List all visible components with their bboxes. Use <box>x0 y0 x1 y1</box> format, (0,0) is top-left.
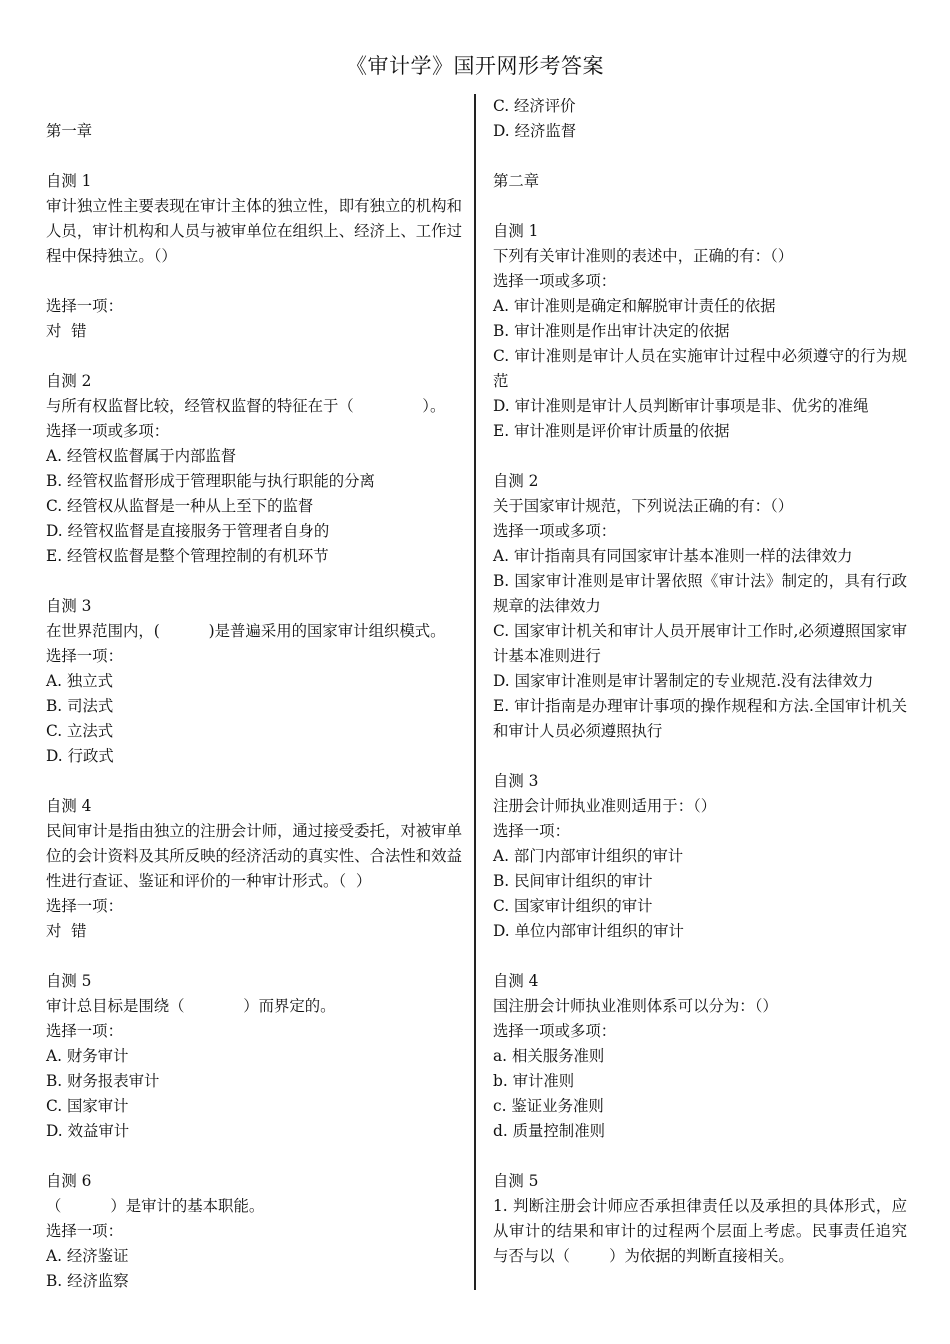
option: D. 行政式 <box>46 747 114 765</box>
question-4 <box>493 969 907 1144</box>
right-column <box>493 94 907 1269</box>
option: C. 国家审计机关和审计人员开展审计工作时,必须遵照国家审计基本准则进行 <box>493 622 907 665</box>
option: B. 财务报表审计 <box>46 1072 160 1090</box>
option: D. 审计准则是审计人员判断审计事项是非、优劣的准绳 <box>493 397 869 415</box>
question-text: （ ）是审计的基本职能。 <box>46 1197 265 1215</box>
option: E. 审计准则是评价审计质量的依据 <box>493 422 730 440</box>
question-3 <box>46 594 462 769</box>
option: B. 国家审计准则是审计署依照《审计法》制定的，具有行政规章的法律效力 <box>493 572 907 615</box>
question-prompt: 选择一项或多项： <box>493 272 617 290</box>
chapter-heading: 第一章 <box>46 122 93 140</box>
question-2 <box>493 469 907 744</box>
chapter-heading: 第二章 <box>493 172 540 190</box>
question-label: 自测 6 <box>46 1172 92 1190</box>
question-6 <box>46 1169 462 1294</box>
option: E. 经管权监督是整个管理控制的有机环节 <box>46 547 329 565</box>
option: C. 国家审计组织的审计 <box>493 897 653 915</box>
question-1 <box>46 169 462 344</box>
question-prompt: 选择一项： <box>493 822 570 840</box>
question-text: 关于国家审计规范，下列说法正确的有：（） <box>493 497 794 515</box>
question-label: 自测 2 <box>493 472 539 490</box>
question-4 <box>46 794 462 944</box>
document-title: 《审计学》国开网形考答案 <box>346 54 604 78</box>
option: A. 独立式 <box>46 672 114 690</box>
question-text: 与所有权监督比较，经管权监督的特征在于（ ）。 <box>46 397 446 415</box>
option: A. 审计指南具有同国家审计基本准则一样的法律效力 <box>493 547 853 565</box>
option: A. 经济鉴证 <box>46 1247 129 1265</box>
option: d. 质量控制准则 <box>493 1122 605 1140</box>
option: c. 鉴证业务准则 <box>493 1097 604 1115</box>
option: C. 审计准则是审计人员在实施审计过程中必须遵守的行为规范 <box>493 347 907 390</box>
question-label: 自测 2 <box>46 372 92 390</box>
left-column <box>46 94 462 1294</box>
question-label: 自测 5 <box>46 972 92 990</box>
question-6-continued <box>493 94 907 144</box>
option: C. 立法式 <box>46 722 114 740</box>
option: b. 审计准则 <box>493 1072 575 1090</box>
option: B. 民间审计组织的审计 <box>493 872 653 890</box>
option: D. 经管权监督是直接服务于管理者自身的 <box>46 522 330 540</box>
option: E. 审计指南是办理审计事项的操作规程和方法.全国审计机关和审计人员必须遵照执行 <box>493 697 907 740</box>
question-5 <box>46 969 462 1144</box>
option: C. 经管权从监督是一种从上至下的监督 <box>46 497 314 515</box>
question-prompt: 选择一项或多项： <box>493 1022 617 1040</box>
question-text: 国注册会计师执业准则体系可以分为：（） <box>493 997 778 1015</box>
question-text: 注册会计师执业准则适用于：（） <box>493 797 717 815</box>
option: D. 单位内部审计组织的审计 <box>493 922 684 940</box>
question-prompt: 选择一项： <box>46 1022 123 1040</box>
question-label: 自测 3 <box>493 772 539 790</box>
question-text: 1. 判断注册会计师应否承担律责任以及承担的具体形式，应从审计的结果和审计的过程两个层面上考虑。民事责任追究与否与以（ ）为依据的判断直接相关。 <box>493 1197 907 1265</box>
option: B. 经管权监督形成于管理职能与执行职能的分离 <box>46 472 375 490</box>
option: D. 经济监督 <box>493 122 577 140</box>
question-label: 自测 4 <box>493 972 539 990</box>
question-3 <box>493 769 907 944</box>
column-divider <box>474 94 476 1290</box>
option: B. 经济监察 <box>46 1272 129 1290</box>
option: A. 经管权监督属于内部监督 <box>46 447 237 465</box>
option: D. 效益审计 <box>46 1122 130 1140</box>
option: A. 部门内部审计组织的审计 <box>493 847 684 865</box>
question-1 <box>493 219 907 444</box>
question-text: 审计总目标是围绕（ ）而界定的。 <box>46 997 336 1015</box>
question-label: 自测 3 <box>46 597 92 615</box>
question-label: 自测 4 <box>46 797 92 815</box>
question-text: 在世界范围内，( )是普遍采用的国家审计组织模式。 <box>46 622 446 640</box>
option: B. 司法式 <box>46 697 114 715</box>
option: A. 财务审计 <box>46 1047 129 1065</box>
question-text: 下列有关审计准则的表述中，正确的有：（） <box>493 247 794 265</box>
question-label: 自测 1 <box>493 222 539 240</box>
option: A. 审计准则是确定和解脱审计责任的依据 <box>493 297 776 315</box>
question-prompt: 选择一项或多项： <box>493 522 617 540</box>
option: B. 审计准则是作出审计决定的依据 <box>493 322 730 340</box>
option: C. 国家审计 <box>46 1097 129 1115</box>
question-label: 自测 5 <box>493 1172 539 1190</box>
question-prompt: 选择一项： <box>46 897 123 915</box>
question-prompt: 选择一项： <box>46 1222 123 1240</box>
option: C. 经济评价 <box>493 97 576 115</box>
option: D. 国家审计准则是审计署制定的专业规范.没有法律效力 <box>493 672 874 690</box>
true-false-options: 对 错 <box>46 922 87 940</box>
question-2 <box>46 369 462 569</box>
question-text: 民间审计是指由独立的注册会计师，通过接受委托，对被审单位的会计资料及其所反映的经济活动的真实性、合法性和效益性进行查证、鉴证和评价的一种审计形式。（ ） <box>46 822 462 890</box>
question-prompt: 选择一项： <box>46 297 123 315</box>
question-text: 审计独立性主要表现在审计主体的独立性，即有独立的机构和人员，审计机构和人员与被审单位在组织上、经济上、工作过程中保持独立。（） <box>46 197 462 265</box>
option: a. 相关服务准则 <box>493 1047 605 1065</box>
question-label: 自测 1 <box>46 172 92 190</box>
question-prompt: 选择一项或多项： <box>46 422 170 440</box>
true-false-options: 对 错 <box>46 322 87 340</box>
question-5 <box>493 1169 907 1269</box>
question-prompt: 选择一项： <box>46 647 123 665</box>
